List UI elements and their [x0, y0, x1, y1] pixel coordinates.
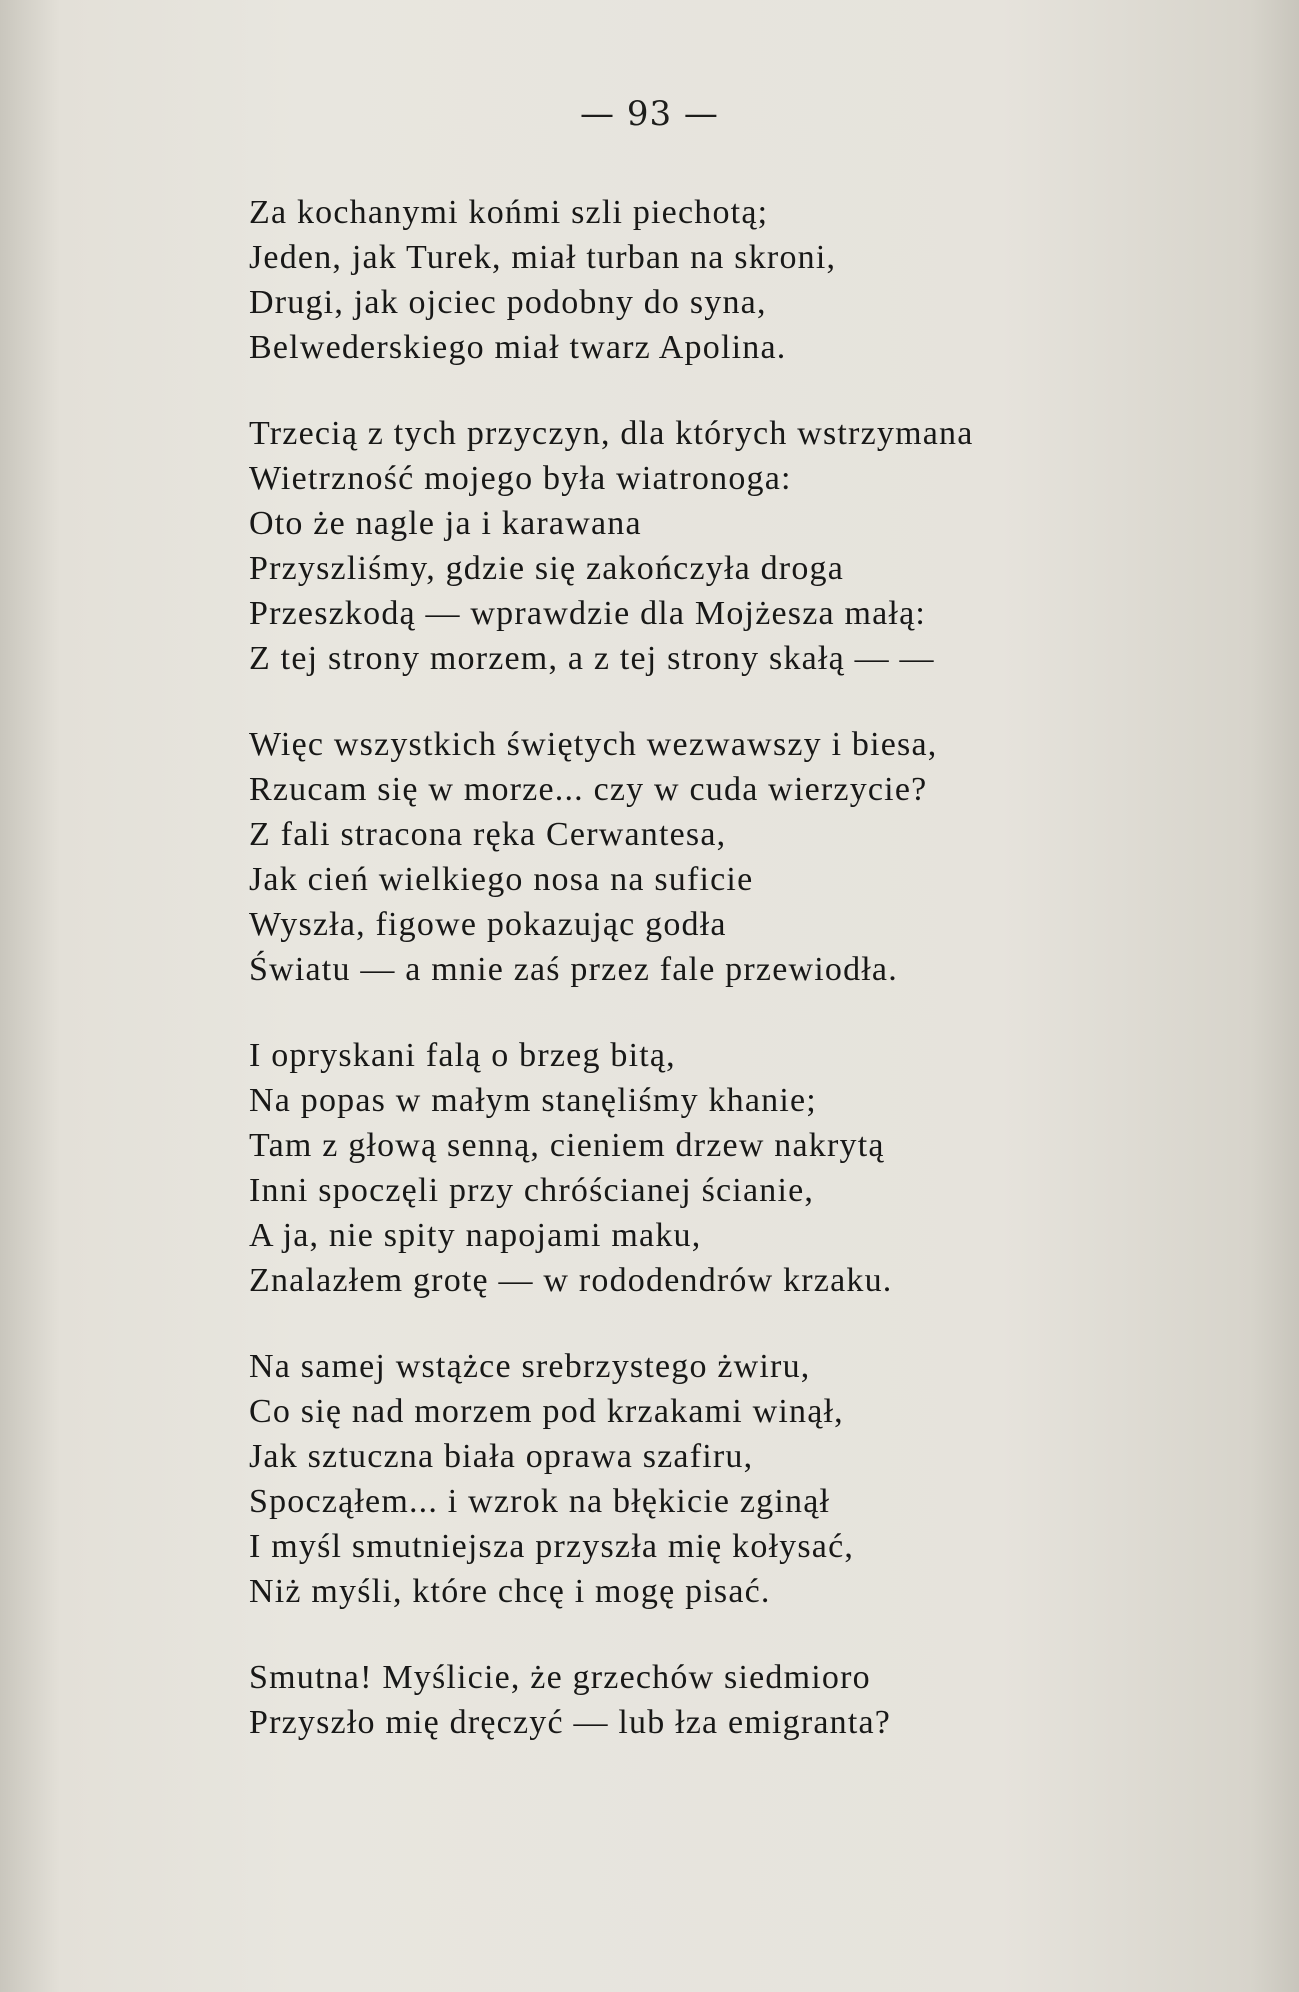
poem-line: A ja, nie spity napojami maku,: [249, 1217, 702, 1254]
poem-line: Jak cień wielkiego nosa na suficie: [249, 861, 754, 898]
poem-line: Przyszliśmy, gdzie się zakończyła droga: [249, 550, 845, 587]
poem-line: Co się nad morzem pod krzakami winął,: [249, 1393, 844, 1430]
poem-line: Wyszła, figowe pokazując godła: [249, 906, 727, 943]
poem-line: Na samej wstążce srebrzystego żwiru,: [249, 1348, 811, 1385]
poem-line: Trzecią z tych przyczyn, dla których wstrzymana: [249, 415, 974, 452]
stanza: [249, 411, 1149, 681]
poem-line: I myśl smutniejsza przyszła mię kołysać,: [249, 1528, 855, 1565]
poem-line: Wietrzność mojego była wiatronoga:: [249, 460, 792, 497]
stanza: [249, 1344, 1149, 1614]
poem-line: Na popas w małym stanęliśmy khanie;: [249, 1082, 817, 1119]
poem-line: Oto że nagle ja i karawana: [249, 505, 642, 542]
poem-line: Z tej strony morzem, a z tej strony skałą — —: [249, 640, 935, 677]
poem-line: Niż myśli, które chcę i mogę pisać.: [249, 1573, 771, 1610]
poem-line: Za kochanymi końmi szli piechotą;: [249, 194, 769, 231]
poem-line: Spocząłem... i wzrok na błękicie zginął: [249, 1483, 831, 1520]
poem-line: Przeszkodą — wprawdzie dla Mojżesza małą:: [249, 595, 927, 632]
poem-line: Rzucam się w morze... czy w cuda wierzycie?: [249, 771, 928, 808]
poem-line: Drugi, jak ojciec podobny do syna,: [249, 284, 767, 321]
page-number: — 93 —: [580, 94, 719, 134]
stanza: [249, 1655, 1149, 1745]
stanza: [249, 1033, 1149, 1303]
poem-line: Jeden, jak Turek, miał turban na skroni,: [249, 239, 837, 276]
poem-line: Przyszło mię dręczyć — lub łza emigranta?: [249, 1704, 892, 1741]
poem-line: Smutna! Myślicie, że grzechów siedmioro: [249, 1659, 871, 1696]
poem-text: [249, 190, 1149, 1786]
stanza: [249, 722, 1149, 992]
poem-line: Tam z głową senną, cieniem drzew nakrytą: [249, 1127, 885, 1164]
stanza: [249, 190, 1149, 370]
poem-line: Jak sztuczna biała oprawa szafiru,: [249, 1438, 754, 1475]
poem-line: Belwederskiego miał twarz Apolina.: [249, 329, 787, 366]
poem-line: Światu — a mnie zaś przez fale przewiodła.: [249, 951, 898, 988]
poem-line: Inni spoczęli przy chróścianej ścianie,: [249, 1172, 815, 1209]
poem-line: Z fali stracona ręka Cerwantesa,: [249, 816, 727, 853]
poem-line: Więc wszystkich świętych wezwawszy i biesa,: [249, 726, 938, 763]
poem-line: I opryskani falą o brzeg bitą,: [249, 1037, 676, 1074]
poem-line: Znalazłem grotę — w rododendrów krzaku.: [249, 1262, 893, 1299]
